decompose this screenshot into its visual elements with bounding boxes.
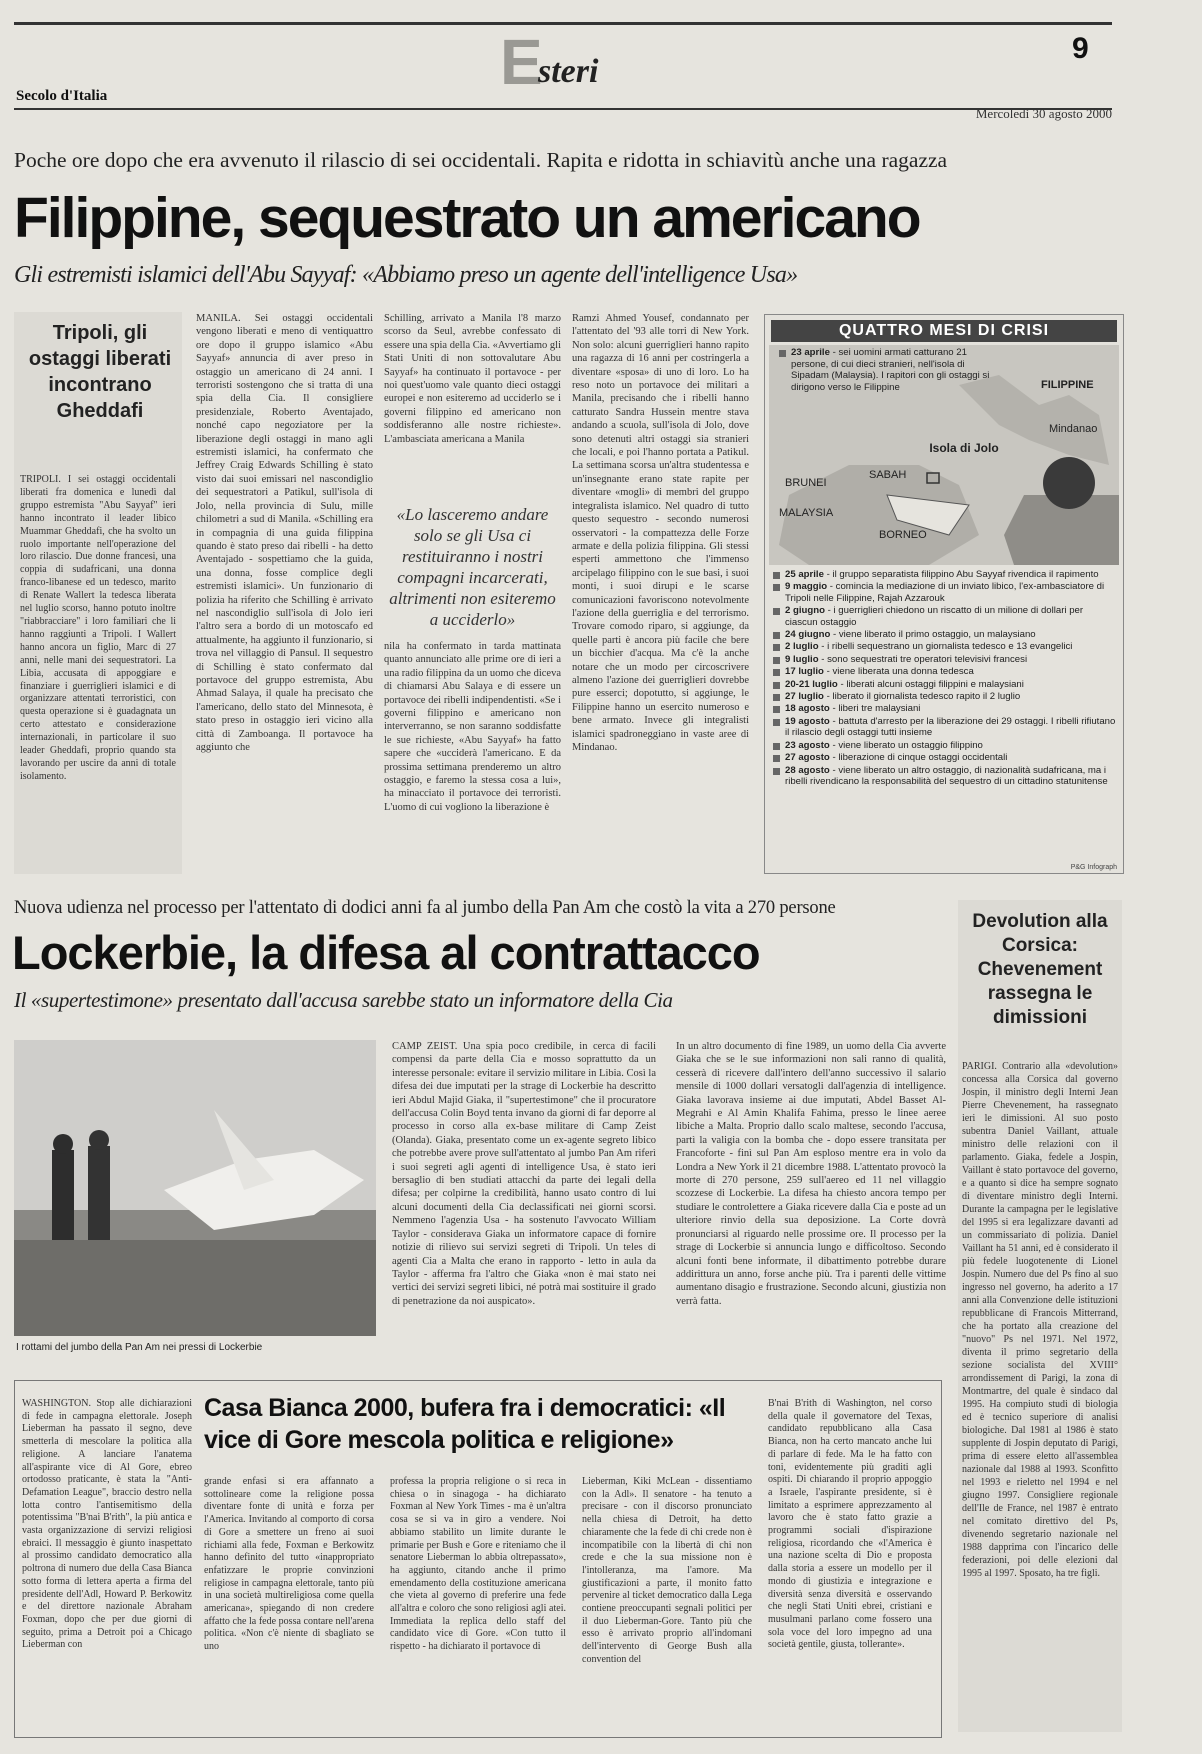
policeman-2 [88, 1146, 110, 1250]
crisis-date: 9 maggio [785, 581, 828, 593]
crisis-text: - comincia la mediazione di un inviato libico, l'ex-ambasciatore di Tripoli nelle Filippine, Rajah Azzarouk [785, 581, 1105, 604]
crisis-item [773, 605, 1117, 628]
filippine-subheadline: Gli estremisti islamici dell'Abu Sayyaf: «Abbiamo preso un agente dell'intelligence Usa» [14, 262, 798, 288]
masked-head-icon [1043, 457, 1095, 509]
filippine-kicker: Poche ore dopo che era avvenuto il rilascio di sei occidentali. Rapita e ridotta in schiavitù anche una ragazza [14, 148, 948, 172]
crisis-item [773, 752, 1117, 763]
crisis-date: 27 luglio [785, 691, 824, 703]
lockerbie-col2: In un altro documento di fine 1989, un uomo della Cia avverte Giaka che se le sue informazioni non sali ranno di qualità, cesserà di ricevere dall'intero dell'anno successivo il salario mensile di 1000 dollari versatogli dall'agenzia di intelligence. Giaka lavorava insieme ai due imputati, Abdel Basset Al-Megrahi e Al Amin Khalifa Fahima, presso le linee aeree libiche a Malta. Proprio dallo scalo maltese, secondo l'accusa, partì la valigia con la bomba che - dopo essere transitata per Francoforte - finì sul Pan Am esploso mentre era in volo da Londra a New York il 21 dicembre 1988. L'attentato provocò la morte di 270 persone, 259 sull'aereo ed 11 nel villaggio scozzese di Lockerbie. La difesa ha chiesto ancora tempo per studiare le controlettere a Giaka ricevere dalla Cia e poste ad un ulteriore rinvio della sua deposizione. La Corte dovrà pronunciarsi al riguardo nelle prossime ore. Il processo per la strage di Lockerbie si annuncia lungo e difficoltoso. Secondo alcuni fonti bene informate, il dibattimento potrebbe durare addirittura un anno, forse anche più. Tra i parenti delle vittime aumentano disagio e frustrazione. Secondo alcuni, giustizia non verrà fatta. [676, 1041, 946, 1307]
lockerbie-headline: Lockerbie, la difesa al contrattacco [12, 926, 760, 979]
casabianca-col3: professa la propria religione o si reca in chiesa o in sinagoga - ha dichiarato Foxman al New York Times - ma è un'altra cosa se si va in giro a vendere. Noi abbiamo stabilito un limite durante le primarie per Bush e Gore e riteniamo che il senatore Lieberman lo abbia oltrepassato», ha aggiunto, citando anche il primo emendamento della costituzione americana che vieta al governo di preferire una fede all'altra e coloro che sono religiosi agli atei. Immediata la replica dello staff del candidato vice di Gore. «Con tutto il rispetto - ha dichiarato il portavoce di [390, 1476, 566, 1653]
corsica-body: PARIGI. Contrario alla «devolution» concessa alla Corsica dal governo Jospin, il ministro degli Interni Jean Pierre Chevenement, ha rassegnato ieri le dimissioni. Al suo posto subentra Daniel Vaillant, attuale ministro delle relazioni con il parlamento. Giaka, fedele a Jospin, Vaillant è stato portavoce del governo, e a quanto si dice ha sempre sognato di diventare ministro degli Interni. Durante la campagna per le legislative del 1995 si era legalizzare davanti ad un commissariato di polizia. Daniel Vaillant ha 51 anni, ed è considerato il più fedele luogotenente di Lionel Jospin. Numero due del Ps fino al suo ingresso nel governo, ha aderito a 17 anni alla Convenzione delle istituzioni repubblicane di Francois Mitterrand, che ha portato alla creazione del "nuovo" Ps nel 1971. Nel 1972, diventa il primo segretario della sezione socialista del XVIII° arrondissement di Parigi, la zona di Montmartre, del quale è sindaco dal 1995. Ha compiuto studi di biologia ed è tecnico superiore di analisi biologiche. Dal 1981 al 1986 è stato supplente di Jospin deputato di Parigi, prima di essere eletto all'assemblea nazionale dal 1988 al 1993. Sconfitto nel 1993 e rieletto nel 1994 e nel giugno 1997. Consigliere regionale dell'Ile de France, nel 1987 è entrato nel comitato direttivo del Ps, divenendo segretario nazionale nel 1988 dapprima con l'incarico delle federazioni, poi delle elezioni dal 1995 al 1997. Sposato, ha tre figli. [962, 1061, 1118, 1579]
casabianca-col1: WASHINGTON. Stop alle dichiarazioni di fede in campagna elettorale. Joseph Lieberman ha passato il segno, deve smetterla di mescolare la politica alla religione. A lanciare l'anatema all'aspirante vice di Al Gore, ebreo ortodosso praticante, è stata la "Anti-Defamation League", braccio destro nella lotta contro l'antisemitismo della potentissima "B'nai B'rith", la più antica e vasta organizzazione di servizi religiosi ebraici. Il messaggio è giunto inaspettato al prossimo candidato democratico alla poltrona di numero due della Casa Bianca sotto forma di lettera aperta a firma del presidente dell'Adl, Howard P. Berkowitz e del direttore nazionale Abraham Foxman, dopo che per due giorni di seguito, prima a Detroit poi a Chicago Lieberman con [22, 1398, 192, 1651]
crisis-text: - viene liberato un altro ostaggio, di nazionalità sudafricana, ma i ribelli rivendicano la responsabilità del sequestro di un cittadino statunitense [785, 764, 1108, 787]
crisis-text: - viene liberato un ostaggio filippino [832, 739, 983, 751]
crisis-first-item [779, 347, 991, 394]
filippine-headline: Filippine, sequestrato un americano [14, 186, 920, 250]
crisis-box [764, 314, 1124, 874]
section-initial: E [500, 26, 543, 98]
crisis-date: 23 aprile [791, 347, 830, 358]
crisis-date: 2 luglio [785, 641, 819, 653]
crisis-box-title: QUATTRO MESI DI CRISI [771, 320, 1117, 342]
map-label-sabah: SABAH [869, 469, 907, 481]
issue-date: Mercoledì 30 agosto 2000 [975, 106, 1112, 121]
policeman-1 [52, 1150, 74, 1250]
crisis-credit: P&G Infograph [1070, 864, 1117, 871]
crisis-date: 9 luglio [785, 653, 819, 665]
corsica-sidebar [958, 900, 1122, 1732]
filippine-col3: Ramzi Ahmed Yousef, condannato per l'attentato del '93 alle torri di New York. Non solo: alcuni guerriglieri hanno rapito una ragazza di 16 anni per costringerla a diventare «sposa» di uno di loro. Lo ha reso noto un portavoce dei militari a Manila, precisando che i ribelli hanno catturato Sandra Hussein mentre stava andando a scuola, sull'isola di Jolo, dove sono detenuti altri ostaggi sia stranieri che locali, e poi l'hanno portata a Patikul. La settimana scorsa un'altra studentessa e un'insegnante erano state rapite per diventare «mogli» di membri del gruppo integralista islamico. Nel quadro di tutto questo sequestro - secondo numerosi osservatori - la compattezza delle Forze armate e della polizia filippina. Gli stessi esperti ammettono che l'immenso arcipelago filippino con le sue basi, i suoi monti, i suoi dirupi e le scarse comunicazioni favoriscono notevolmente l'azione della guerriglia e del terrorismo. Trovare comodo riparo, si aggiunge, da quelle parti è ancora più facile che bere un bicchier d'acqua. Ma c'è la anche notare che un modo per circoscrivere almeno l'azione dei guerriglieri dovrebbe pure esserci; dopotutto, si aggiunge, le Filippine hanno un esercito numeroso e bene armato. Invece gli integralisti islamici spadroneggiano in vaste aree di Mindanao. [572, 313, 749, 753]
tripoli-body: TRIPOLI. I sei ostaggi occidentali liberati fra domenica e lunedì dal gruppo estremista "Abu Sayyaf" ieri hanno incontrato il leader libico Muammar Gheddafi, che ha svolto un ruolo importante nell'operazione del loro rilascio. Due donne francesi, una coppia di sudafricani, una donna franco-libanese ed un tedesco, marito di Renate Wallert la tedesca liberata nel luglio scorso, hanno potuto inoltre "riabbracciare" i loro familiari che li hanno raggiunti a Tripoli. I Wallert hanno ancora un figlio, Marc di 27 anni, nelle mani dei sequestratori. La Libia, accusata di appoggiare e finanziare i guerriglieri islamici e di organizzare attentati terroristici, con questa operazione si è guadagnata un certo attestato e considerazione internazionali, in particolare il suo leader Gheddafi, proprio quando sta lavorando per uscire da anni di totale isolamento. [20, 474, 176, 782]
lockerbie-subheadline: Il «supertestimone» presentato dall'accusa sarebbe stato un informatore della Cia [14, 988, 673, 1012]
crisis-item [773, 765, 1117, 788]
crisis-text: - battuta d'arresto per la liberazione dei 29 ostaggi. I ribelli rifiutano il rilascio degli ostaggi tutti insieme [785, 715, 1116, 739]
crisis-date: 2 giugno [785, 605, 825, 617]
wreck-photo-illustration [14, 1040, 376, 1336]
crisis-item [773, 641, 1117, 652]
crisis-item [773, 716, 1117, 739]
casabianca-col4: Lieberman, Kiki McLean - dissentiamo con la Adl». Il senatore - ha tenuto a precisare - con il discorso pronunciato nella chiesa di Detroit, ha detto chiaramente che la fede di chi crede non è incompatibile con la libertà di chi non crede e che la sua missione non è l'intolleranza, ma l'amore. Ma giustificazioni a parte, il monito fatto pervenire al ticket democratico dalla Lega contiene preoccupanti segnali politici per il duo Lieberman-Gore. Tanto più che esso è arrivato proprio all'indomani dell'intervento di George Bush alla convention del [582, 1476, 752, 1665]
section-rest: steri [538, 53, 599, 90]
crisis-text: - i guerriglieri chiedono un riscatto di un milione di dollari per ciascun ostaggio [785, 605, 1084, 628]
crisis-item [773, 740, 1117, 751]
paper-name: Secolo d'Italia [16, 88, 108, 104]
page-number: 9 [1072, 32, 1089, 65]
tripoli-sidebar [14, 312, 182, 874]
crisis-date: 18 agosto [785, 703, 830, 715]
crisis-item [773, 666, 1117, 677]
crisis-date: 27 agosto [785, 752, 830, 764]
crisis-text: - i ribelli sequestrano un giornalista tedesco e 13 evangelici [821, 641, 1073, 653]
map-label-mindanao: Mindanao [1049, 423, 1098, 435]
crisis-text: - viene liberata una donna tedesca [826, 666, 974, 678]
lockerbie-kicker: Nuova udienza nel processo per l'attentato di dodici anni fa al jumbo della Pan Am che costò la vita a 270 persone [14, 898, 836, 918]
crisis-map [769, 345, 1119, 565]
crisis-item [773, 629, 1117, 640]
crisis-item [773, 703, 1117, 714]
tripoli-title: Tripoli, gli ostaggi liberati incontrano Gheddafi [28, 322, 172, 422]
filippine-col1: MANILA. Sei ostaggi occidentali vengono liberati e meno di ventiquattro ore dopo il gruppo islamico «Abu Sayyaf» annuncia di aver preso in ostaggio un americano di 24 anni. I terroristi sostengono che si tratta di una spia della Cia. Il consigliere presidenziale, Roberto Aventajado, nonché capo negoziatore per la liberazione degli ostaggi in mano agli estremisti islamici, ha confermato che Jeffrey Craig Edwards Schilling è stato visto dai suoi emissari nel nascondiglio dei sequestratori a Patikul, sull'isola di Jolo, nella provincia di Sulu, mille chilometri a sud di Manila. «Schilling era in compagnia di una guida filippina quando è stato preso dai ribelli - ha detto Aventajado - sospettiamo che la guida, una donna, fosse complice degli estremisti islamici». Un funzionario di polizia ha riferito che Schilling è arrivato nel nascondiglio sull'isola di Jolo ieri l'altro sera a bordo di un motoscafo ed attualmente, ha aggiunto il funzionario, si trova nel villaggio di Pansul. Il sequestro di Schilling è stato confermato dal portavoce del gruppo estremista, Abu Ahmad Salaya, il quale ha precisato che l'americano, dello stato del Minnesota, è stato preso in ostaggio ieri vicino alla città di Zamboanga. Il portavoce ha aggiunto che [196, 313, 373, 753]
section-title [500, 26, 660, 98]
crisis-text: - sono sequestrati tre operatori televisivi francesi [821, 653, 1028, 665]
crisis-timeline [773, 569, 1117, 788]
crisis-date: 28 agosto [785, 764, 830, 776]
crisis-item [773, 654, 1117, 665]
crisis-text: - sei uomini armati catturano 21 persone, di cui dieci stranieri, nell'isola di Sipadam (Malaysia). I rapitori con gli ostaggi si dirigono verso le Filippine [791, 347, 990, 393]
map-label-jolo: Isola di Jolo [929, 441, 999, 455]
casabianca-headline: Casa Bianca 2000, bufera fra i democratici: «Il vice di Gore mescola politica e religione» [204, 1394, 726, 1454]
crisis-date: 25 aprile [785, 569, 824, 580]
crisis-text: - liberati alcuni ostaggi filippini e malaysiani [840, 678, 1024, 690]
crisis-date: 20-21 luglio [785, 678, 838, 690]
corsica-title: Devolution alla Corsica: Chevenement rassegna le dimissioni [972, 911, 1108, 1028]
casabianca-col2: grande enfasi si era affannato a sottolineare come la religione possa diventare fonte di unità e forza per l'America. Invitando al comporto di corsa di Gore a smettere un freno ai suoi richiami alla fede, Foxman e Berkowitz hanno definito del tutto «inappropriato enfatizzare le proprie convinzioni religiose in campagna elettorale, tanto più in una società multireligiosa come quella americana», spiegando di non credere affatto che la fede possa contare nell'arena politica. «Non c'è niente di sbagliato se uno [204, 1476, 374, 1653]
crisis-item [773, 569, 1117, 580]
map-label-borneo: BORNEO [879, 529, 927, 541]
photo-caption: I rottami del jumbo della Pan Am nei pressi di Lockerbie [16, 1342, 263, 1353]
top-rule [14, 22, 1112, 25]
map-label-filippine: FILIPPINE [1041, 379, 1094, 391]
crisis-item [773, 691, 1117, 702]
filippine-pull-quote: «Lo lasceremo andare solo se gli Usa ci restituiranno i nostri compagni incarcerati, altrimenti non esiteremo a ucciderlo» [389, 505, 556, 629]
crisis-text: - liberazione di cinque ostaggi occidentali [832, 752, 1008, 764]
lockerbie-col1: CAMP ZEIST. Una spia poco credibile, in cerca di facili compensi da parte della Cia e mosso soprattutto da un interesse personale: evitare il servizio militare in Libia. Così la difesa dei due imputati per la strage di Lockerbie ha descritto ieri Abdul Majid Giaka, il "supertestimone" che il procuratore dell'accusa Colin Boyd tenta invano da giorni di far deporre al processo in corso alla ex-base militare di Camp Zeist (Olanda). Giaka, presentato come un ex-agente segreto libico che potrebbe avere prove sull'attentato al jumbo Pan Am riferì i suoi segreti agli agenti di intelligence Usa, è stato ieri bersaglio di ben studiati attacchi da parte dei legali della difesa; per colpirne la credibilità, hanno usato contro di lui alcuni documenti della Cia declassificati nei giorni scorsi. Nemmeno l'agenzia Usa - ha sostenuto l'avvocato William Taylor - considerava Giaka un informatore capace di fornire notizie di rilievo sui servizi segreti di Tripoli. Un teles di agenti Cia a Malta che erano in rapporto - letto in aula da Taylor - afferma fra l'altro che Giaka «non è mai stato nei vertici dei servizi segreti libici, né potrà mai sostituire il grado di penetrazione da noi auspicato». [392, 1041, 656, 1307]
crisis-date: 24 giugno [785, 629, 831, 641]
crisis-date: 19 agosto [785, 715, 830, 727]
crisis-text: - viene liberato il primo ostaggio, un malaysiano [832, 629, 1036, 641]
lockerbie-photo [14, 1040, 376, 1336]
filippine-col2b: nila ha confermato in tarda mattinata quanto annunciato alle prime ore di ieri a una radio filippina da un uomo che diceva di chiamarsi Abu Salaya e di essere un portavoce dei ribelli indipendentisti. «Se i governi filippino e americano non interverranno, se non saranno soddisfatte le sue richieste, «Abu Sayyaf» ha fatto sapere che «ucciderà l'americano. E da prossima settimana prenderemo un altro ostaggio, e faremo la stessa cosa a lui», ha minacciato il portavoce dei terroristi. L'uomo di cui vogliono la liberazione è [384, 641, 561, 813]
crisis-item [773, 581, 1117, 604]
crisis-text: - liberato il giornalista tedesco rapito il 2 luglio [826, 691, 1021, 703]
crisis-item [773, 679, 1117, 690]
crisis-date: 17 luglio [785, 666, 824, 678]
crisis-text: - liberi tre malaysiani [832, 703, 921, 715]
casabianca-col5: B'nai B'rith di Washington, nel corso della quale il governatore del Texas, candidato repubblicano alla Casa Bianca, non ha certo mancato anche lui di parlare di fede. Ma le ha fatto con toni, evidentemente più graditi agli ospiti. Di chiarando il proprio appoggio a Israele, l'aspirante presidente, si è limitato a esprimere apprezzamento al lavoro che è stato fatto grazie a programmi sociali d'ispirazione religiosa, ricordando che «l'America è una nazione scelta di Dio e proposta dalla storia a essere un modello per il mondo di giustizia e integrazione e diversità senza diversità e osservando che negli Stati Uniti ebrei, cristiani e musulmani parlano come fossero una sola voce del loro impegno ad una società gentile, giusta, tollerante». [768, 1398, 932, 1651]
filippine-col2a: Schilling, arrivato a Manila l'8 marzo scorso da Seul, avrebbe confessato di essere una spia della Cia. «Avvertiamo gli Stati Uniti di non sottovalutare Abu Sayyaf» ha continuato il portavoce - per noi quest'uomo vale quanto dieci ostaggi europei e non esiteremo ad ucciderlo se i governi filippino ed americano non soddisferanno alle nostre richieste». L'ambasciata americana a Manila [384, 313, 561, 445]
crisis-date: 23 agosto [785, 739, 830, 751]
map-label-brunei: BRUNEI [785, 477, 827, 489]
crisis-text: - il gruppo separatista filippino Abu Sayyaf rivendica il rapimento [826, 569, 1099, 580]
map-label-malaysia: MALAYSIA [779, 507, 834, 519]
